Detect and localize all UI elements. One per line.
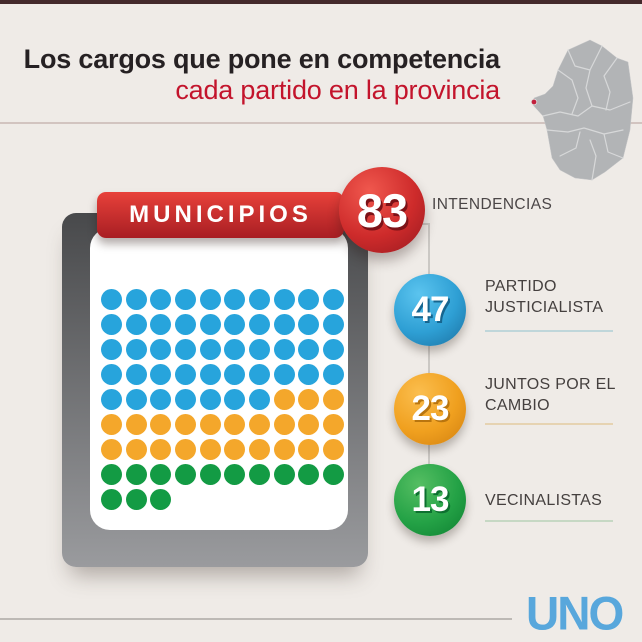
dot bbox=[249, 289, 270, 310]
stat-label-pj bbox=[485, 276, 635, 318]
dot bbox=[126, 414, 147, 435]
municipios-banner-label: MUNICIPIOS bbox=[129, 201, 312, 228]
dot bbox=[274, 414, 295, 435]
dot bbox=[249, 414, 270, 435]
municipios-banner bbox=[97, 192, 344, 238]
dot bbox=[323, 289, 344, 310]
dot bbox=[101, 339, 122, 360]
dot bbox=[101, 389, 122, 410]
dot bbox=[274, 289, 295, 310]
dot bbox=[101, 364, 122, 385]
stat-label-jpc-line1: JUNTOS POR EL bbox=[485, 376, 616, 393]
dot bbox=[126, 364, 147, 385]
dot bbox=[126, 339, 147, 360]
dot bbox=[126, 289, 147, 310]
dot bbox=[323, 389, 344, 410]
dot bbox=[224, 314, 245, 335]
dot bbox=[249, 464, 270, 485]
dot bbox=[200, 314, 221, 335]
dot bbox=[175, 314, 196, 335]
dot bbox=[150, 289, 171, 310]
page-subtitle: cada partido en la provincia bbox=[175, 75, 500, 105]
dot bbox=[323, 414, 344, 435]
stat-label-vec bbox=[485, 490, 635, 511]
dot bbox=[224, 364, 245, 385]
dot bbox=[249, 314, 270, 335]
dot bbox=[150, 314, 171, 335]
dot bbox=[200, 464, 221, 485]
dot bbox=[274, 339, 295, 360]
dot bbox=[150, 339, 171, 360]
province-map-svg bbox=[520, 36, 638, 186]
dot bbox=[175, 389, 196, 410]
dot bbox=[298, 439, 319, 460]
dot bbox=[249, 339, 270, 360]
stat-badge-jpc bbox=[394, 373, 466, 445]
stat-label-jpc-line2: CAMBIO bbox=[485, 397, 550, 414]
dot bbox=[323, 339, 344, 360]
dot bbox=[274, 314, 295, 335]
dot bbox=[274, 364, 295, 385]
stat-label-pj-line1: PARTIDO bbox=[485, 278, 557, 295]
dot bbox=[224, 464, 245, 485]
dot bbox=[101, 414, 122, 435]
dot bbox=[175, 289, 196, 310]
dot bbox=[175, 414, 196, 435]
dot bbox=[249, 364, 270, 385]
dot bbox=[126, 389, 147, 410]
dot bbox=[200, 414, 221, 435]
dot bbox=[224, 339, 245, 360]
dot bbox=[101, 464, 122, 485]
connector-line bbox=[428, 223, 430, 503]
dot bbox=[200, 339, 221, 360]
dot bbox=[126, 314, 147, 335]
dot bbox=[101, 314, 122, 335]
total-badge bbox=[339, 167, 425, 253]
dot bbox=[101, 489, 122, 510]
top-accent-bar bbox=[0, 0, 642, 4]
dot bbox=[323, 439, 344, 460]
dot bbox=[298, 464, 319, 485]
dot bbox=[126, 489, 147, 510]
dot bbox=[274, 389, 295, 410]
dot bbox=[249, 439, 270, 460]
dot bbox=[150, 414, 171, 435]
stat-label-pj-line2: JUSTICIALISTA bbox=[485, 299, 604, 316]
dot bbox=[150, 464, 171, 485]
dot bbox=[298, 364, 319, 385]
dot bbox=[298, 414, 319, 435]
stat-divider-jpc bbox=[485, 423, 613, 425]
dot bbox=[175, 364, 196, 385]
total-value: 83 bbox=[356, 183, 408, 237]
stat-badge-pj bbox=[394, 274, 466, 346]
title-block bbox=[0, 44, 500, 106]
dot bbox=[150, 489, 171, 510]
dot bbox=[249, 389, 270, 410]
uno-logo: UNO bbox=[526, 586, 623, 640]
dot bbox=[175, 339, 196, 360]
dot bbox=[224, 289, 245, 310]
province-map bbox=[520, 36, 638, 186]
dot bbox=[150, 439, 171, 460]
stat-label-jpc bbox=[485, 374, 635, 416]
footer-divider bbox=[0, 618, 512, 620]
stat-badge-vec bbox=[394, 464, 466, 536]
dot bbox=[224, 389, 245, 410]
dot bbox=[150, 389, 171, 410]
stat-divider-pj bbox=[485, 330, 613, 332]
dot bbox=[224, 414, 245, 435]
dot bbox=[298, 339, 319, 360]
dot bbox=[175, 464, 196, 485]
dot bbox=[150, 364, 171, 385]
stat-value-jpc: 23 bbox=[411, 389, 449, 428]
dot bbox=[323, 364, 344, 385]
province-outline bbox=[532, 40, 633, 180]
map-marker-icon bbox=[531, 99, 537, 105]
dot bbox=[200, 364, 221, 385]
dot bbox=[274, 439, 295, 460]
dot bbox=[126, 464, 147, 485]
dot bbox=[298, 289, 319, 310]
stat-divider-vec bbox=[485, 520, 613, 522]
dot bbox=[200, 289, 221, 310]
dot bbox=[200, 389, 221, 410]
dot bbox=[175, 439, 196, 460]
dot bbox=[101, 439, 122, 460]
dot bbox=[298, 314, 319, 335]
dot bbox=[323, 464, 344, 485]
dot bbox=[101, 289, 122, 310]
stat-value-vec: 13 bbox=[411, 480, 449, 519]
dot bbox=[298, 389, 319, 410]
dot bbox=[200, 439, 221, 460]
dot bbox=[274, 464, 295, 485]
dot bbox=[224, 439, 245, 460]
stat-value-pj: 47 bbox=[411, 290, 449, 329]
page-title: Los cargos que pone en competencia bbox=[23, 44, 500, 74]
stat-label-vec-line1: VECINALISTAS bbox=[485, 492, 603, 509]
dot bbox=[323, 314, 344, 335]
dot-grid bbox=[99, 287, 347, 512]
dot bbox=[126, 439, 147, 460]
total-label: INTENDENCIAS bbox=[432, 196, 553, 213]
